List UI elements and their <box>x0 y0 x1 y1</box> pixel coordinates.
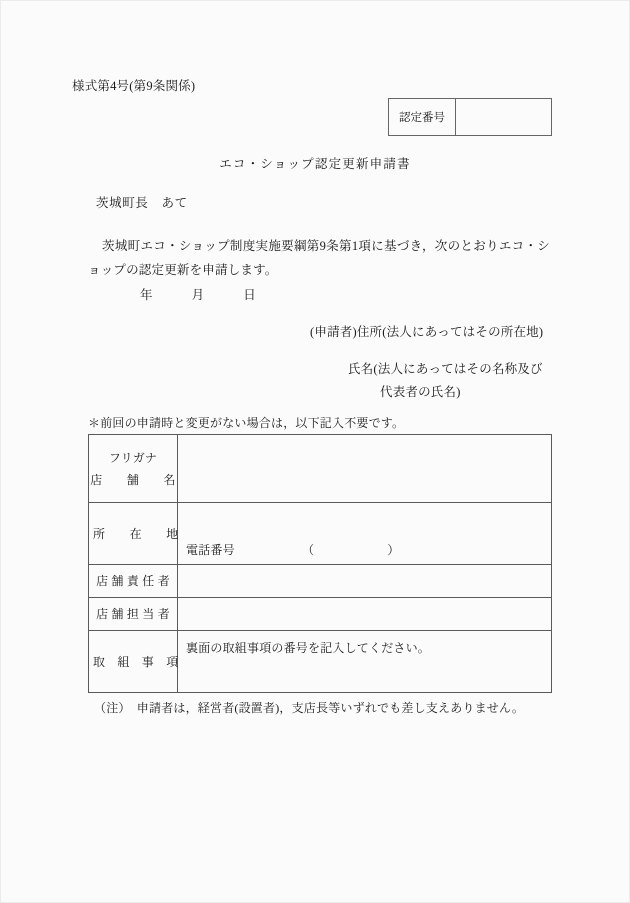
applicant-name-label-line1: 氏名(法人にあってはその名称及び <box>348 362 543 376</box>
shop-name-label: 店 舗 名 <box>90 472 176 487</box>
shop-manager-label: 店 舗 責 任 者 <box>96 574 170 588</box>
form-number: 様式第4号(第9条関係) <box>72 79 196 93</box>
row-label-shop-staff <box>89 598 178 631</box>
table-row <box>89 631 552 693</box>
page-title: エコ・ショップ認定更新申請書 <box>219 157 411 171</box>
applicant-address-label: (申請者)住所(法人にあってはその所在地) <box>310 325 544 339</box>
row-label-shop-name <box>89 435 178 503</box>
footnote-text: （注） 申請者は，経営者(設置者)，支店長等いずれでも差し支えありません。 <box>94 701 525 715</box>
shop-staff-field[interactable] <box>178 598 552 631</box>
telephone-line[interactable]: 電話番号 （ ） <box>186 543 400 557</box>
table-row <box>89 565 552 598</box>
notice-text: ＊前回の申請時と変更がない場合は，以下記入不要です。 <box>88 416 405 430</box>
shop-furigana-label: フリガナ <box>108 450 158 465</box>
address-field[interactable] <box>178 503 552 565</box>
applicant-name-label-line2: 代表者の氏名) <box>380 385 461 399</box>
shop-name-field[interactable] <box>178 435 552 503</box>
initiatives-field[interactable] <box>178 631 552 693</box>
row-label-shop-manager <box>89 565 178 598</box>
row-label-address <box>89 503 178 565</box>
body-paragraph: 茨城町エコ・ショップ制度実施要綱第9条第1項に基づき，次のとおりエコ・ショップの認定更新を申請します。 <box>88 239 550 277</box>
certification-number-box <box>388 98 552 136</box>
table-row <box>89 435 552 503</box>
table-row <box>89 598 552 631</box>
addressee-line: 茨城町長 あて <box>96 196 188 210</box>
row-label-initiatives <box>89 631 178 693</box>
initiatives-label: 取 組 事 項 <box>93 654 179 669</box>
certification-number-field[interactable] <box>456 99 551 135</box>
application-table <box>88 434 552 693</box>
address-label: 所 在 地 <box>93 526 179 541</box>
date-line[interactable]: 年 月 日 <box>140 288 257 302</box>
shop-staff-label: 店 舗 担 当 者 <box>96 607 170 621</box>
certification-number-label: 認定番号 <box>389 99 456 135</box>
initiatives-instruction: 裏面の取組事項の番号を記入してください。 <box>186 641 431 655</box>
shop-manager-field[interactable] <box>178 565 552 598</box>
table-row <box>89 503 552 565</box>
